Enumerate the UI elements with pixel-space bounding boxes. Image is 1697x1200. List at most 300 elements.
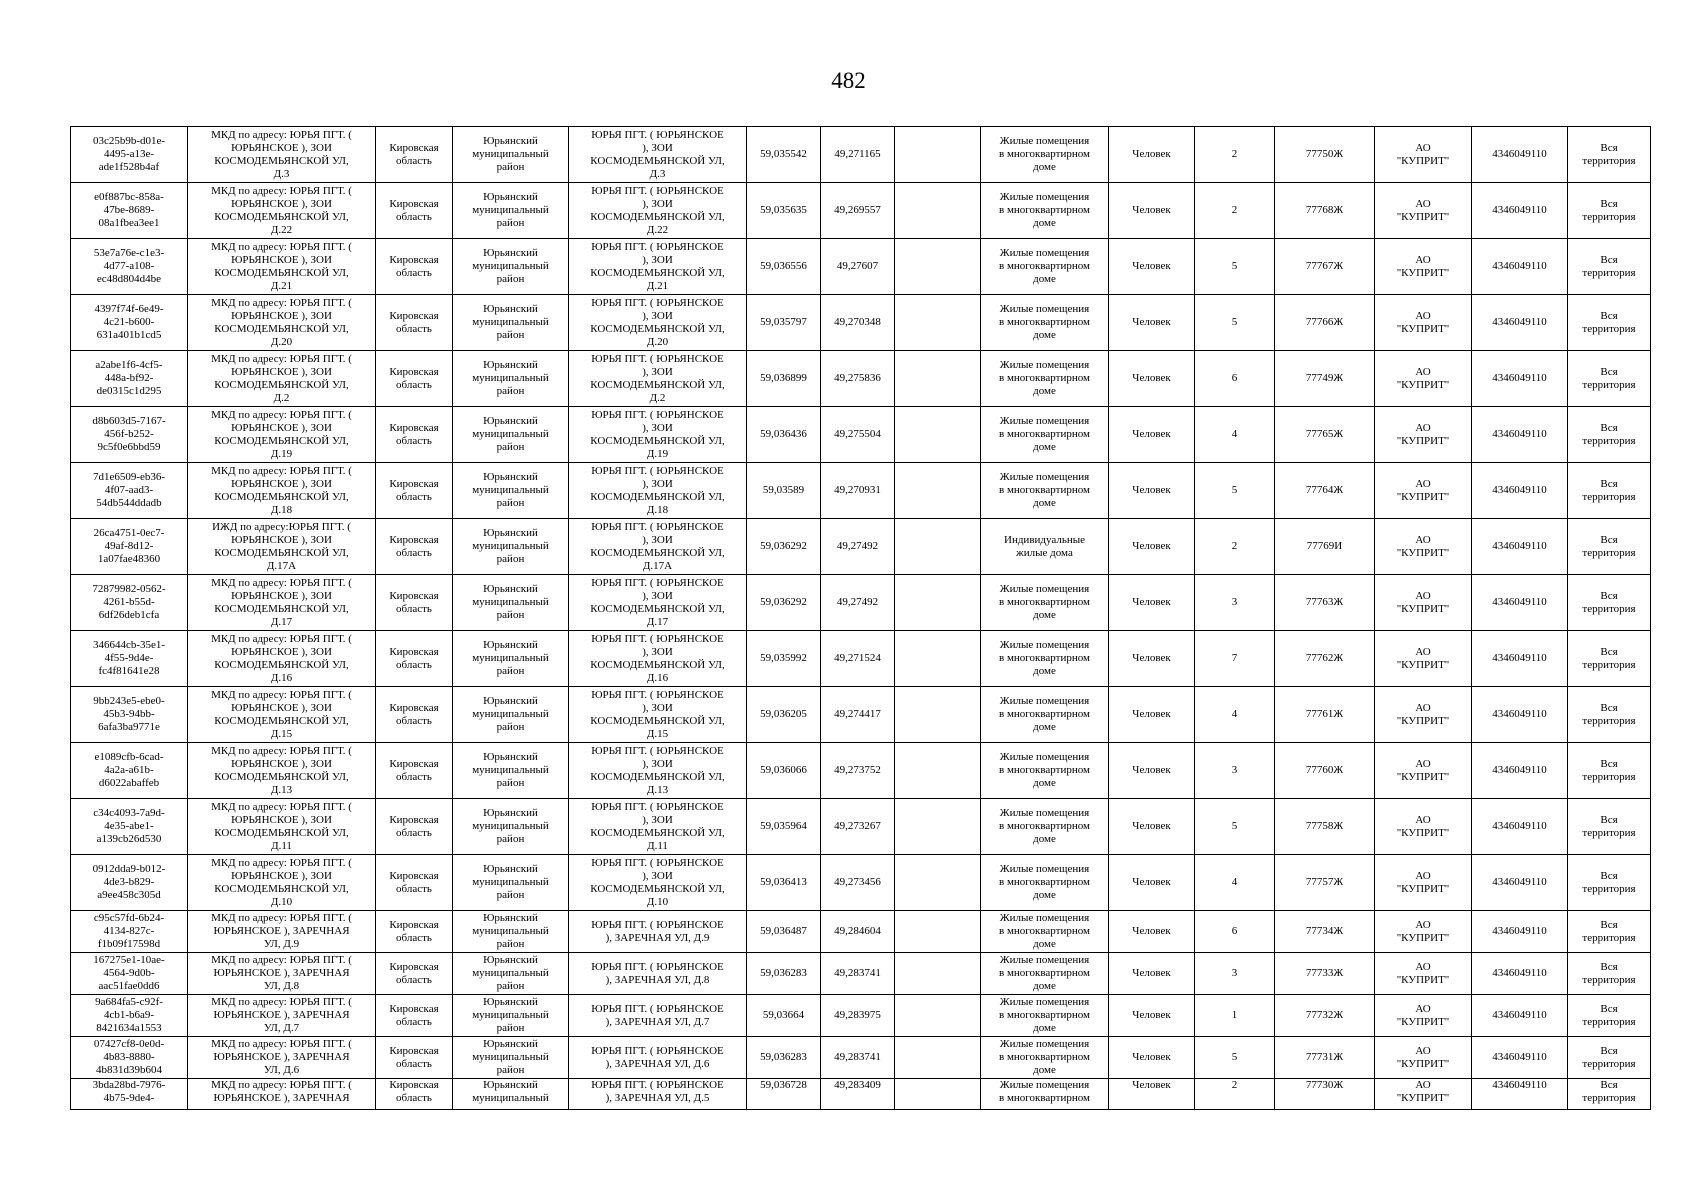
cell-name: МКД по адресу: ЮРЬЯ ПГТ. ( ЮРЬЯНСКОЕ ), ЗОИ КОСМОДЕМЬЯНСКОЙ УЛ, Д.13 [188,743,376,799]
cell-address: ЮРЬЯ ПГТ. ( ЮРЬЯНСКОЕ ), ЗАРЕЧНАЯ УЛ, Д.6 [569,1037,747,1079]
cell-lon: 49,273456 [821,855,895,911]
cell-code: 77734Ж [1275,911,1375,953]
cell-region: Кировская область [376,995,453,1037]
cell-empty [895,463,981,519]
cell-count: 2 [1195,127,1275,183]
table-row [71,743,1651,799]
cell-id: 0912dda9-b012- 4de3-b829- a9ee458c305d [71,855,188,911]
table-row [71,127,1651,183]
cell-territory: Вся территория [1568,687,1651,743]
cell-address: ЮРЬЯ ПГТ. ( ЮРЬЯНСКОЕ ), ЗАРЕЧНАЯ УЛ, Д.7 [569,995,747,1037]
cell-org: АО "КУПРИТ" [1375,995,1472,1037]
cell-district: Юрьянский муниципальный район [453,743,569,799]
cell-territory: Вся территория [1568,127,1651,183]
cell-name: МКД по адресу: ЮРЬЯ ПГТ. ( ЮРЬЯНСКОЕ ), ЗАРЕЧНАЯ УЛ, Д.8 [188,953,376,995]
cell-org: АО "КУПРИТ" [1375,575,1472,631]
cell-region: Кировская область [376,183,453,239]
cell-empty [895,687,981,743]
cell-lat: 59,035797 [747,295,821,351]
table-row [71,911,1651,953]
cell-count: 5 [1195,799,1275,855]
cell-empty [895,995,981,1037]
cell-name: МКД по адресу: ЮРЬЯ ПГТ. ( ЮРЬЯНСКОЕ ), ЗОИ КОСМОДЕМЬЯНСКОЙ УЛ, Д.11 [188,799,376,855]
cell-name: МКД по адресу: ЮРЬЯ ПГТ. ( ЮРЬЯНСКОЕ ), ЗОИ КОСМОДЕМЬЯНСКОЙ УЛ, Д.21 [188,239,376,295]
table-row [71,239,1651,295]
cell-category: Индивидуальные жилые дома [981,519,1109,575]
cell-address: ЮРЬЯ ПГТ. ( ЮРЬЯНСКОЕ ), ЗОИ КОСМОДЕМЬЯНСКОЙ УЛ, Д.17 [569,575,747,631]
cell-empty [895,295,981,351]
cell-lat: 59,036292 [747,575,821,631]
cell-address: ЮРЬЯ ПГТ. ( ЮРЬЯНСКОЕ ), ЗОИ КОСМОДЕМЬЯНСКОЙ УЛ, Д.2 [569,351,747,407]
table-row [71,575,1651,631]
cell-lat: 59,036205 [747,687,821,743]
cell-category: Жилые помещения в многоквартирном доме [981,743,1109,799]
cell-territory: Вся территория [1568,631,1651,687]
cell-code: 77733Ж [1275,953,1375,995]
cell-org: АО "КУПРИТ" [1375,953,1472,995]
cell-address: ЮРЬЯ ПГТ. ( ЮРЬЯНСКОЕ ), ЗОИ КОСМОДЕМЬЯНСКОЙ УЛ, Д.11 [569,799,747,855]
cell-code: 77760Ж [1275,743,1375,799]
table-row [71,351,1651,407]
cell-category: Жилые помещения в многоквартирном доме [981,855,1109,911]
table-row [71,855,1651,911]
cell-id: 9a684fa5-c92f- 4cb1-b6a9- 8421634a1553 [71,995,188,1037]
cell-org: АО "КУПРИТ" [1375,687,1472,743]
cell-org: АО "КУПРИТ" [1375,127,1472,183]
cell-territory: Вся территория [1568,1079,1651,1110]
cell-address: ЮРЬЯ ПГТ. ( ЮРЬЯНСКОЕ ), ЗОИ КОСМОДЕМЬЯНСКОЙ УЛ, Д.17А [569,519,747,575]
table-row [71,1037,1651,1079]
cell-org: АО "КУПРИТ" [1375,295,1472,351]
cell-district: Юрьянский муниципальный район [453,799,569,855]
cell-count: 3 [1195,575,1275,631]
cell-inn: 4346049110 [1472,183,1568,239]
cell-category: Жилые помещения в многоквартирном [981,1079,1109,1110]
cell-lon: 49,274417 [821,687,895,743]
cell-address: ЮРЬЯ ПГТ. ( ЮРЬЯНСКОЕ ), ЗАРЕЧНАЯ УЛ, Д.8 [569,953,747,995]
cell-district: Юрьянский муниципальный район [453,407,569,463]
cell-territory: Вся территория [1568,743,1651,799]
cell-empty [895,1079,981,1110]
cell-district: Юрьянский муниципальный район [453,183,569,239]
cell-category: Жилые помещения в многоквартирном доме [981,183,1109,239]
table-row [71,687,1651,743]
cell-inn: 4346049110 [1472,463,1568,519]
cell-address: ЮРЬЯ ПГТ. ( ЮРЬЯНСКОЕ ), ЗОИ КОСМОДЕМЬЯНСКОЙ УЛ, Д.22 [569,183,747,239]
cell-count: 2 [1195,519,1275,575]
cell-territory: Вся территория [1568,463,1651,519]
table-row [71,953,1651,995]
cell-category: Жилые помещения в многоквартирном доме [981,575,1109,631]
cell-id: e1089cfb-6cad- 4a2a-a61b- d6022abaffeb [71,743,188,799]
cell-category: Жилые помещения в многоквартирном доме [981,911,1109,953]
cell-lat: 59,036283 [747,953,821,995]
cell-region: Кировская область [376,127,453,183]
cell-unit: Человек [1109,407,1195,463]
cell-count: 5 [1195,463,1275,519]
cell-district: Юрьянский муниципальный [453,1079,569,1110]
cell-lat: 59,036487 [747,911,821,953]
cell-unit: Человек [1109,743,1195,799]
cell-count: 4 [1195,407,1275,463]
cell-territory: Вся территория [1568,351,1651,407]
cell-lat: 59,036283 [747,1037,821,1079]
cell-territory: Вся территория [1568,407,1651,463]
table-row [71,995,1651,1037]
table-row [71,1079,1651,1110]
cell-region: Кировская область [376,911,453,953]
table-row [71,183,1651,239]
cell-lon: 49,283741 [821,953,895,995]
cell-empty [895,575,981,631]
cell-territory: Вся территория [1568,953,1651,995]
cell-unit: Человек [1109,463,1195,519]
cell-count: 1 [1195,995,1275,1037]
cell-district: Юрьянский муниципальный район [453,631,569,687]
cell-address: ЮРЬЯ ПГТ. ( ЮРЬЯНСКОЕ ), ЗОИ КОСМОДЕМЬЯНСКОЙ УЛ, Д.20 [569,295,747,351]
cell-count: 2 [1195,183,1275,239]
cell-name: МКД по адресу: ЮРЬЯ ПГТ. ( ЮРЬЯНСКОЕ ), ЗОИ КОСМОДЕМЬЯНСКОЙ УЛ, Д.18 [188,463,376,519]
cell-territory: Вся территория [1568,1037,1651,1079]
cell-unit: Человек [1109,1079,1195,1110]
cell-address: ЮРЬЯ ПГТ. ( ЮРЬЯНСКОЕ ), ЗОИ КОСМОДЕМЬЯНСКОЙ УЛ, Д.16 [569,631,747,687]
cell-lat: 59,036728 [747,1079,821,1110]
cell-lon: 49,271524 [821,631,895,687]
cell-territory: Вся территория [1568,575,1651,631]
cell-region: Кировская область [376,463,453,519]
cell-lon: 49,275836 [821,351,895,407]
cell-inn: 4346049110 [1472,295,1568,351]
cell-empty [895,351,981,407]
cell-code: 77764Ж [1275,463,1375,519]
cell-empty [895,519,981,575]
cell-id: 346644cb-35e1- 4f55-9d4e- fc4f81641e28 [71,631,188,687]
cell-lat: 59,035992 [747,631,821,687]
cell-district: Юрьянский муниципальный район [453,127,569,183]
table-row [71,407,1651,463]
cell-org: АО "КУПРИТ" [1375,1037,1472,1079]
cell-inn: 4346049110 [1472,995,1568,1037]
cell-unit: Человек [1109,239,1195,295]
cell-inn: 4346049110 [1472,631,1568,687]
cell-district: Юрьянский муниципальный район [453,995,569,1037]
cell-district: Юрьянский муниципальный район [453,463,569,519]
cell-inn: 4346049110 [1472,1079,1568,1110]
cell-id: c95c57fd-6b24- 4134-827c- f1b09f17598d [71,911,188,953]
cell-unit: Человек [1109,855,1195,911]
cell-empty [895,127,981,183]
cell-category: Жилые помещения в многоквартирном доме [981,127,1109,183]
cell-region: Кировская область [376,855,453,911]
cell-category: Жилые помещения в многоквартирном доме [981,295,1109,351]
cell-org: АО "КУПРИТ" [1375,743,1472,799]
cell-empty [895,407,981,463]
cell-inn: 4346049110 [1472,519,1568,575]
cell-id: 26ca4751-0ec7- 49af-8d12- 1a07fae48360 [71,519,188,575]
cell-unit: Человек [1109,183,1195,239]
cell-lat: 59,036436 [747,407,821,463]
cell-category: Жилые помещения в многоквартирном доме [981,953,1109,995]
cell-lon: 49,27492 [821,519,895,575]
cell-name: МКД по адресу: ЮРЬЯ ПГТ. ( ЮРЬЯНСКОЕ ), ЗОИ КОСМОДЕМЬЯНСКОЙ УЛ, Д.22 [188,183,376,239]
cell-district: Юрьянский муниципальный район [453,239,569,295]
cell-name: МКД по адресу: ЮРЬЯ ПГТ. ( ЮРЬЯНСКОЕ ), ЗОИ КОСМОДЕМЬЯНСКОЙ УЛ, Д.2 [188,351,376,407]
cell-district: Юрьянский муниципальный район [453,911,569,953]
cell-name: МКД по адресу: ЮРЬЯ ПГТ. ( ЮРЬЯНСКОЕ ), ЗОИ КОСМОДЕМЬЯНСКОЙ УЛ, Д.17 [188,575,376,631]
cell-name: МКД по адресу: ЮРЬЯ ПГТ. ( ЮРЬЯНСКОЕ ), ЗАРЕЧНАЯ УЛ, Д.6 [188,1037,376,1079]
cell-id: 4397f74f-6e49- 4c21-b600- 631a401b1cd5 [71,295,188,351]
cell-region: Кировская область [376,407,453,463]
cell-unit: Человек [1109,687,1195,743]
page-number: 482 [831,68,866,93]
cell-region: Кировская область [376,743,453,799]
cell-unit: Человек [1109,631,1195,687]
cell-id: c34c4093-7a9d- 4e35-abe1- a139cb26d530 [71,799,188,855]
cell-count: 6 [1195,351,1275,407]
cell-territory: Вся территория [1568,995,1651,1037]
cell-inn: 4346049110 [1472,1037,1568,1079]
cell-lat: 59,036292 [747,519,821,575]
cell-code: 77732Ж [1275,995,1375,1037]
cell-inn: 4346049110 [1472,687,1568,743]
cell-empty [895,799,981,855]
cell-category: Жилые помещения в многоквартирном доме [981,239,1109,295]
table-row [71,799,1651,855]
cell-territory: Вся территория [1568,911,1651,953]
cell-org: АО "КУПРИТ" [1375,1079,1472,1110]
cell-empty [895,743,981,799]
cell-lon: 49,273267 [821,799,895,855]
cell-code: 77730Ж [1275,1079,1375,1110]
cell-org: АО "КУПРИТ" [1375,183,1472,239]
cell-lat: 59,035964 [747,799,821,855]
cell-id: 9bb243e5-ebe0- 45b3-94bb- 6afa3ba9771e [71,687,188,743]
cell-org: АО "КУПРИТ" [1375,239,1472,295]
cell-name: МКД по адресу: ЮРЬЯ ПГТ. ( ЮРЬЯНСКОЕ ), ЗОИ КОСМОДЕМЬЯНСКОЙ УЛ, Д.10 [188,855,376,911]
cell-lon: 49,27492 [821,575,895,631]
registry-table [70,126,1651,1110]
cell-unit: Человек [1109,295,1195,351]
cell-code: 77763Ж [1275,575,1375,631]
cell-code: 77765Ж [1275,407,1375,463]
cell-lon: 49,284604 [821,911,895,953]
cell-org: АО "КУПРИТ" [1375,799,1472,855]
cell-address: ЮРЬЯ ПГТ. ( ЮРЬЯНСКОЕ ), ЗАРЕЧНАЯ УЛ, Д.5 [569,1079,747,1110]
cell-name: МКД по адресу: ЮРЬЯ ПГТ. ( ЮРЬЯНСКОЕ ), ЗАРЕЧНАЯ УЛ, Д.7 [188,995,376,1037]
cell-code: 77758Ж [1275,799,1375,855]
cell-lat: 59,036413 [747,855,821,911]
cell-inn: 4346049110 [1472,407,1568,463]
cell-lon: 49,271165 [821,127,895,183]
cell-category: Жилые помещения в многоквартирном доме [981,351,1109,407]
cell-category: Жилые помещения в многоквартирном доме [981,1037,1109,1079]
cell-district: Юрьянский муниципальный район [453,575,569,631]
registry-body [71,127,1651,1110]
cell-district: Юрьянский муниципальный район [453,519,569,575]
cell-territory: Вся территория [1568,183,1651,239]
cell-lat: 59,03664 [747,995,821,1037]
cell-category: Жилые помещения в многоквартирном доме [981,995,1109,1037]
cell-district: Юрьянский муниципальный район [453,855,569,911]
cell-lon: 49,269557 [821,183,895,239]
cell-empty [895,1037,981,1079]
cell-unit: Человек [1109,953,1195,995]
cell-unit: Человек [1109,575,1195,631]
cell-category: Жилые помещения в многоквартирном доме [981,687,1109,743]
cell-region: Кировская область [376,351,453,407]
cell-name: МКД по адресу: ЮРЬЯ ПГТ. ( ЮРЬЯНСКОЕ ), ЗАРЕЧНАЯ [188,1079,376,1110]
cell-category: Жилые помещения в многоквартирном доме [981,407,1109,463]
cell-id: e0f887bc-858a- 47be-8689- 08a1fbea3ee1 [71,183,188,239]
cell-district: Юрьянский муниципальный район [453,1037,569,1079]
cell-code: 77769И [1275,519,1375,575]
cell-count: 3 [1195,743,1275,799]
cell-lon: 49,283975 [821,995,895,1037]
cell-id: 07427cf8-0e0d- 4b83-8880- 4b831d39b604 [71,1037,188,1079]
cell-category: Жилые помещения в многоквартирном доме [981,463,1109,519]
cell-district: Юрьянский муниципальный район [453,295,569,351]
cell-unit: Человек [1109,1037,1195,1079]
cell-name: МКД по адресу: ЮРЬЯ ПГТ. ( ЮРЬЯНСКОЕ ), ЗОИ КОСМОДЕМЬЯНСКОЙ УЛ, Д.20 [188,295,376,351]
cell-lon: 49,283741 [821,1037,895,1079]
cell-unit: Человек [1109,351,1195,407]
cell-region: Кировская область [376,799,453,855]
cell-count: 3 [1195,953,1275,995]
cell-region: Кировская область [376,687,453,743]
cell-name: МКД по адресу: ЮРЬЯ ПГТ. ( ЮРЬЯНСКОЕ ), ЗОИ КОСМОДЕМЬЯНСКОЙ УЛ, Д.16 [188,631,376,687]
cell-id: 03c25b9b-d01e- 4495-a13e- ade1f528b4af [71,127,188,183]
cell-id: 72879982-0562- 4261-b55d- 6df26deb1cfa [71,575,188,631]
cell-inn: 4346049110 [1472,953,1568,995]
cell-region: Кировская область [376,519,453,575]
cell-territory: Вся территория [1568,519,1651,575]
cell-lat: 59,03589 [747,463,821,519]
cell-district: Юрьянский муниципальный район [453,953,569,995]
cell-district: Юрьянский муниципальный район [453,351,569,407]
cell-code: 77761Ж [1275,687,1375,743]
cell-lon: 49,270348 [821,295,895,351]
cell-count: 4 [1195,687,1275,743]
table-row [71,631,1651,687]
cell-region: Кировская область [376,631,453,687]
cell-region: Кировская область [376,239,453,295]
cell-inn: 4346049110 [1472,351,1568,407]
cell-count: 6 [1195,911,1275,953]
cell-territory: Вся территория [1568,855,1651,911]
table-row [71,463,1651,519]
table-row [71,295,1651,351]
cell-address: ЮРЬЯ ПГТ. ( ЮРЬЯНСКОЕ ), ЗОИ КОСМОДЕМЬЯНСКОЙ УЛ, Д.15 [569,687,747,743]
cell-id: 3bda28bd-7976- 4b75-9de4- [71,1079,188,1110]
cell-name: ИЖД по адресу:ЮРЬЯ ПГТ. ( ЮРЬЯНСКОЕ ), ЗОИ КОСМОДЕМЬЯНСКОЙ УЛ, Д.17А [188,519,376,575]
cell-count: 4 [1195,855,1275,911]
cell-id: 53e7a76e-c1e3- 4d77-a108- ec48d804d4be [71,239,188,295]
cell-inn: 4346049110 [1472,575,1568,631]
cell-address: ЮРЬЯ ПГТ. ( ЮРЬЯНСКОЕ ), ЗОИ КОСМОДЕМЬЯНСКОЙ УЛ, Д.19 [569,407,747,463]
cell-org: АО "КУПРИТ" [1375,519,1472,575]
cell-count: 5 [1195,295,1275,351]
cell-lat: 59,035635 [747,183,821,239]
cell-inn: 4346049110 [1472,799,1568,855]
cell-empty [895,953,981,995]
cell-region: Кировская область [376,1079,453,1110]
cell-empty [895,183,981,239]
cell-unit: Человек [1109,799,1195,855]
cell-name: МКД по адресу: ЮРЬЯ ПГТ. ( ЮРЬЯНСКОЕ ), ЗОИ КОСМОДЕМЬЯНСКОЙ УЛ, Д.3 [188,127,376,183]
cell-category: Жилые помещения в многоквартирном доме [981,799,1109,855]
cell-address: ЮРЬЯ ПГТ. ( ЮРЬЯНСКОЕ ), ЗОИ КОСМОДЕМЬЯНСКОЙ УЛ, Д.3 [569,127,747,183]
cell-region: Кировская область [376,575,453,631]
cell-empty [895,855,981,911]
cell-org: АО "КУПРИТ" [1375,351,1472,407]
cell-empty [895,239,981,295]
cell-lon: 49,270931 [821,463,895,519]
cell-unit: Человек [1109,995,1195,1037]
cell-org: АО "КУПРИТ" [1375,407,1472,463]
cell-unit: Человек [1109,911,1195,953]
cell-region: Кировская область [376,295,453,351]
cell-address: ЮРЬЯ ПГТ. ( ЮРЬЯНСКОЕ ), ЗОИ КОСМОДЕМЬЯНСКОЙ УЛ, Д.10 [569,855,747,911]
cell-lon: 49,273752 [821,743,895,799]
cell-count: 5 [1195,1037,1275,1079]
cell-id: d8b603d5-7167- 456f-b252- 9c5f0e6bbd59 [71,407,188,463]
cell-code: 77768Ж [1275,183,1375,239]
cell-org: АО "КУПРИТ" [1375,463,1472,519]
cell-address: ЮРЬЯ ПГТ. ( ЮРЬЯНСКОЕ ), ЗАРЕЧНАЯ УЛ, Д.9 [569,911,747,953]
cell-address: ЮРЬЯ ПГТ. ( ЮРЬЯНСКОЕ ), ЗОИ КОСМОДЕМЬЯНСКОЙ УЛ, Д.13 [569,743,747,799]
cell-inn: 4346049110 [1472,743,1568,799]
cell-name: МКД по адресу: ЮРЬЯ ПГТ. ( ЮРЬЯНСКОЕ ), ЗОИ КОСМОДЕМЬЯНСКОЙ УЛ, Д.15 [188,687,376,743]
cell-code: 77750Ж [1275,127,1375,183]
cell-code: 77766Ж [1275,295,1375,351]
cell-lon: 49,27607 [821,239,895,295]
cell-category: Жилые помещения в многоквартирном доме [981,631,1109,687]
cell-code: 77749Ж [1275,351,1375,407]
cell-unit: Человек [1109,519,1195,575]
cell-id: a2abe1f6-4cf5- 448a-bf92- de0315c1d295 [71,351,188,407]
cell-address: ЮРЬЯ ПГТ. ( ЮРЬЯНСКОЕ ), ЗОИ КОСМОДЕМЬЯНСКОЙ УЛ, Д.21 [569,239,747,295]
cell-org: АО "КУПРИТ" [1375,855,1472,911]
cell-id: 7d1e6509-eb36- 4f07-aad3- 54db544ddadb [71,463,188,519]
cell-inn: 4346049110 [1472,127,1568,183]
cell-code: 77762Ж [1275,631,1375,687]
cell-inn: 4346049110 [1472,855,1568,911]
cell-territory: Вся территория [1568,799,1651,855]
cell-org: АО "КУПРИТ" [1375,631,1472,687]
cell-territory: Вся территория [1568,295,1651,351]
cell-code: 77757Ж [1275,855,1375,911]
cell-empty [895,911,981,953]
cell-name: МКД по адресу: ЮРЬЯ ПГТ. ( ЮРЬЯНСКОЕ ), ЗАРЕЧНАЯ УЛ, Д.9 [188,911,376,953]
cell-lon: 49,283409 [821,1079,895,1110]
cell-lat: 59,036556 [747,239,821,295]
cell-region: Кировская область [376,1037,453,1079]
cell-unit: Человек [1109,127,1195,183]
cell-org: АО "КУПРИТ" [1375,911,1472,953]
cell-district: Юрьянский муниципальный район [453,687,569,743]
cell-count: 5 [1195,239,1275,295]
cell-count: 2 [1195,1079,1275,1110]
cell-territory: Вся территория [1568,239,1651,295]
table-row [71,519,1651,575]
cell-code: 77767Ж [1275,239,1375,295]
cell-name: МКД по адресу: ЮРЬЯ ПГТ. ( ЮРЬЯНСКОЕ ), ЗОИ КОСМОДЕМЬЯНСКОЙ УЛ, Д.19 [188,407,376,463]
cell-address: ЮРЬЯ ПГТ. ( ЮРЬЯНСКОЕ ), ЗОИ КОСМОДЕМЬЯНСКОЙ УЛ, Д.18 [569,463,747,519]
cell-empty [895,631,981,687]
cell-lon: 49,275504 [821,407,895,463]
cell-inn: 4346049110 [1472,239,1568,295]
cell-inn: 4346049110 [1472,911,1568,953]
